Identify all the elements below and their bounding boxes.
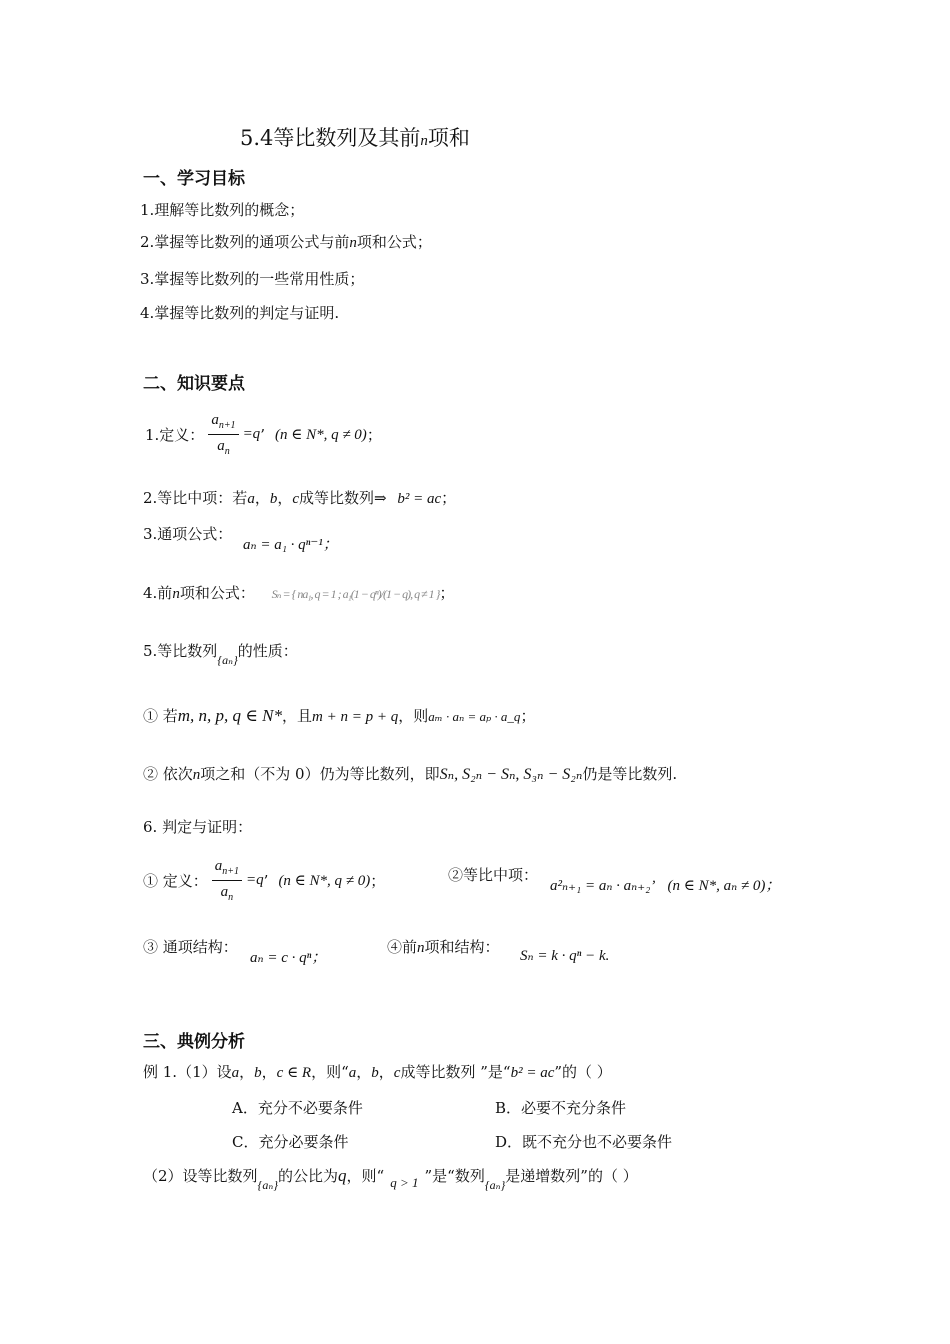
ex1-label: 例 1.（1）设 (143, 1063, 232, 1081)
title-text: 5.4等比数列及其前 (240, 126, 421, 150)
sep: ， (356, 1063, 372, 1081)
sum-formula: Sₙ = { na₁, q = 1 ; a₁(1 − qⁿ)/(1 − q), q ≠ 1 } (271, 587, 440, 601)
general-term-formula (243, 533, 338, 554)
seq-an: {aₙ} (257, 1178, 279, 1192)
var-q: q (338, 1166, 347, 1185)
properties-line (143, 640, 298, 667)
definition-line (145, 412, 382, 457)
prop2-seq: Sₙ, S₂ₙ − Sₙ, S₃ₙ − S₂ₙ (439, 766, 583, 783)
var-n: n (192, 767, 201, 783)
semicolon: ； (311, 950, 327, 966)
var-b: b (371, 1065, 379, 1081)
prop1-vars: m, n, p, q ∈ N* (177, 706, 282, 725)
title-var: n (420, 133, 428, 149)
frac-den: a (217, 438, 225, 454)
prop1-cond: m + n = p + q (312, 709, 399, 725)
prop1-then: ，则 (398, 707, 429, 725)
sep: ， (254, 489, 270, 507)
semicolon: ； (765, 878, 781, 894)
sum-formula-line (143, 582, 455, 603)
goal-item-3: 3.掌握等比数列的一些常用性质； (140, 270, 365, 288)
section-heading-examples: 三、典例分析 (143, 1032, 245, 1052)
semicolon: ； (439, 584, 455, 602)
option-d: D．既不充分也不必要条件 (495, 1133, 673, 1151)
criteria-sum (387, 936, 500, 957)
j1-eq: =q (246, 872, 264, 888)
definition-eq: =q (242, 426, 261, 442)
definition-label: 1.定义： (145, 426, 205, 444)
sep: ， (261, 1063, 277, 1081)
j2-label: ②等比中项： (448, 866, 539, 884)
var-a: a (231, 1065, 240, 1081)
sum-label-a: 4.前 (143, 584, 173, 602)
section-heading-goals: 一、学习目标 (143, 169, 245, 189)
goal-item-2-text: 2.掌握等比数列的通项公式与前 (140, 233, 350, 251)
j3-formula-line (250, 946, 326, 967)
ex2-tail: 是递增数列”的（ ） (505, 1167, 638, 1185)
sep: ， (277, 489, 293, 507)
criteria-geometric-mean (448, 864, 538, 885)
prop2-tail: 仍是等比数列. (582, 765, 678, 783)
prop1-label: ① 若 (143, 707, 178, 725)
comma: ’ (260, 425, 265, 444)
general-term-label: 3.通项公式： (143, 525, 233, 543)
ex1-mid: 成等比数列 ”是“ (400, 1063, 511, 1081)
example-1 (143, 1061, 612, 1082)
gm-mid: 成等比数列⇒ (299, 489, 387, 507)
criteria-heading: 6. 判定与证明： (143, 818, 253, 836)
section-heading-knowledge: 二、知识要点 (143, 374, 245, 394)
properties-label: 5.等比数列 (143, 642, 218, 660)
ex1-then: ，则“ (311, 1063, 349, 1081)
var-c: c (292, 491, 300, 507)
gm-label: 2.等比中项：若 (143, 489, 248, 507)
frac-den-sub: n (228, 892, 234, 903)
seq-an: {aₙ} (217, 653, 238, 667)
page-title (240, 122, 470, 152)
prop2-text: 项之和（不为 0）仍为等比数列，即 (200, 765, 440, 783)
gm-formula: b² = ac (397, 491, 442, 507)
prop1-result: aₘ · aₙ = aₚ · a_q (428, 709, 521, 724)
ex2-label: （2）设等比数列 (143, 1167, 258, 1185)
semicolon: ； (441, 489, 457, 507)
ex2-ratio: 的公比为 (278, 1167, 339, 1185)
j1-fraction (212, 858, 242, 903)
goal-item-2 (140, 231, 432, 252)
var-b: b (269, 491, 278, 507)
frac-num-sub: n+1 (222, 866, 240, 877)
semicolon: ； (322, 537, 338, 553)
semicolon: ； (520, 707, 536, 725)
properties-tail: 的性质： (237, 642, 298, 660)
property-1 (143, 705, 535, 726)
example-1-part-2 (143, 1165, 638, 1192)
frac-num: a (214, 858, 223, 874)
prop2-label: ② 依次 (143, 765, 193, 783)
var-a: a (348, 1065, 357, 1081)
title-tail: 项和 (427, 126, 470, 150)
var-c-in-R: c ∈ R (276, 1065, 312, 1081)
property-2 (143, 763, 677, 784)
comma: ’ (263, 871, 269, 890)
option-c: C．充分必要条件 (232, 1133, 349, 1151)
var-c: c (393, 1065, 401, 1081)
general-term-formula-text: aₙ = a₁ · qⁿ⁻¹ (243, 537, 323, 553)
option-a: A．充分不必要条件 (232, 1099, 363, 1117)
j4-formula-line (520, 946, 609, 965)
sep: ， (378, 1063, 394, 1081)
j4-formula: Sₙ = k · qⁿ − k (520, 948, 606, 964)
goal-item-2-tail: 项和公式； (356, 233, 432, 251)
prop1-and: ，且 (281, 707, 312, 725)
ex1-formula: b² = ac (510, 1065, 555, 1081)
var-n: n (349, 235, 357, 251)
semicolon: ； (370, 872, 386, 890)
j4-label-b: 项和结构： (424, 938, 500, 956)
criteria-general-term: ③ 通项结构： (143, 938, 238, 956)
frac-den-sub: n (224, 446, 230, 457)
period: . (605, 948, 610, 964)
goal-item-1: 1.理解等比数列的概念； (140, 201, 305, 219)
goal-item-4: 4.掌握等比数列的判定与证明. (140, 304, 340, 322)
var-n: n (417, 940, 425, 956)
option-b: B．必要不充分条件 (495, 1099, 627, 1117)
j1-condition: (n ∈ N*, q ≠ 0) (278, 873, 371, 889)
definition-condition: (n ∈ N*, q ≠ 0) (274, 427, 367, 443)
frac-num: a (211, 412, 219, 428)
ex2-then: ，则“ (346, 1167, 385, 1185)
j4-label-a: ④前 (387, 938, 418, 956)
seq-an: {aₙ} (484, 1178, 506, 1192)
var-a: a (247, 491, 255, 507)
criteria-definition (143, 858, 385, 903)
j1-label: ① 定义： (143, 872, 208, 890)
j2-condition: (n ∈ N*, aₙ ≠ 0) (667, 878, 766, 894)
frac-num-sub: n+1 (218, 420, 236, 431)
geometric-mean-line (143, 487, 456, 508)
j3-formula: aₙ = c · qⁿ (250, 950, 312, 966)
ex2-condition: q > 1 (390, 1175, 419, 1190)
semicolon: ； (366, 426, 382, 444)
comma: ’ (650, 878, 654, 894)
ex2-mid: ”是“数列 (424, 1167, 485, 1185)
j2-formula: a²ₙ₊₁ = aₙ · aₙ₊₂ (550, 878, 651, 894)
sum-label-b: 项和公式： (179, 584, 255, 602)
var-b: b (254, 1065, 262, 1081)
var-n: n (172, 586, 180, 602)
ex1-tail: ”的（ ） (554, 1063, 612, 1081)
sep: ， (239, 1063, 255, 1081)
frac-den: a (220, 884, 229, 900)
definition-fraction (208, 412, 238, 457)
j2-formula-line (550, 874, 780, 895)
